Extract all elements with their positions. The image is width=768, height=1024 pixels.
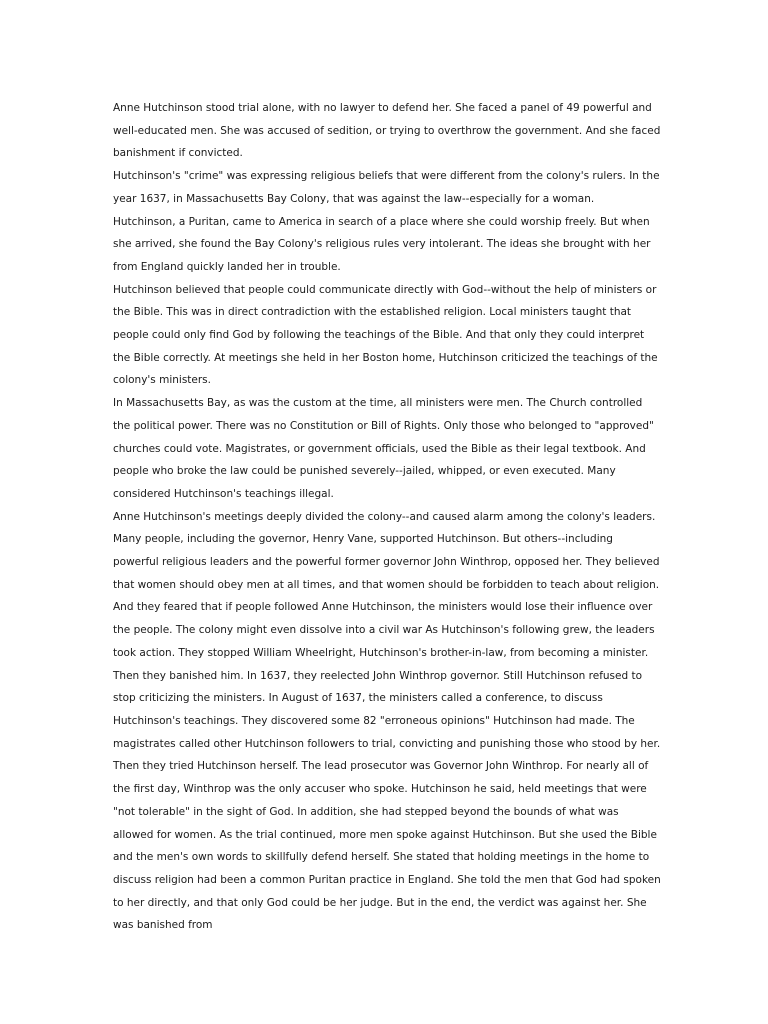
paragraph-puritan-arrival: Hutchinson, a Puritan, came to America in search of a place where she could worship freely. But when she arrived, she found the Bay Colony's religious rules very intolerant. The ideas she brought with her from England quickly landed her in trouble.	[113, 215, 651, 273]
paragraph-divided-colony: Anne Hutchinson's meetings deeply divided the colony--and caused alarm among the colony's leaders. Many people, including the governor, Henry Vane, supported Hutchinson. But others--including powerful religious leaders and the powerful former governor John Winthrop, opposed her. They believed that women should obey men at all times, and that women should be forbidden to teach about religion. And they feared that if people followed Anne Hutchinson, the ministers would lose their influence over the people. The colony might even dissolve into a civil war As Hutchinson's following grew, the leaders took action. They stopped William Wheelright, Hutchinson's brother-in-law, from becoming a minister. Then they banished him. In 1637, they reelected John Winthrop governor. Still Hutchinson refused to stop criticizing the ministers. In August of 1637, the ministers called a conference, to discuss Hutchinson's teachings. They discovered some 82 "erroneous opinions" Hutchinson had made. The magistrates called other Hutchinson followers to trial, convicting and punishing those who stood by her. Then they tried Hutchinson herself. The lead prosecutor was Governor John Winthrop. For nearly all of the first day, Winthrop was the only accuser who spoke. Hutchinson he said, held meetings that were "not tolerable" in the sight of God. In addition, she had stepped beyond the bounds of what was allowed for women. As the trial continued, more men spoke against Hutchinson. But she used the Bible and the men's own words to skillfully defend herself. She stated that holding meetings in the home to discuss religion had been a common Puritan practice in England. She told the men that God had spoken to her directly, and that only God could be her judge. But in the end, the verdict was against her. She was banished from	[113, 510, 661, 932]
paragraph-beliefs: Hutchinson believed that people could communicate directly with God--without the help of ministers or the Bible. This was in direct contradiction with the established religion. Local ministers taught that people could only find God by following the teachings of the Bible. And that only they could interpret the Bible correctly. At meetings she held in her Boston home, Hutchinson criticized the teachings of the colony's ministers.	[113, 283, 658, 387]
document-body	[113, 97, 661, 937]
paragraph-crime: Hutchinson's "crime" was expressing religious beliefs that were different from the colony's rulers. In the year 1637, in Massachusetts Bay Colony, that was against the law--especially for a woman.	[113, 170, 660, 205]
paragraph-massachusetts-bay: In Massachusetts Bay, as was the custom at the time, all ministers were men. The Church controlled the political power. There was no Constitution or Bill of Rights. Only those who belonged to "approved" churches could vote. Magistrates, or government officials, used the Bible as their legal textbook. And people who broke the law could be punished severely--jailed, whipped, or even executed. Many considered Hutchinson's teachings illegal.	[113, 397, 654, 500]
paragraph-trial-alone: Anne Hutchinson stood trial alone, with no lawyer to defend her. She faced a panel of 49 powerful and well-educated men. She was accused of sedition, or trying to overthrow the government. And she faced banishment if convicted.	[113, 102, 661, 160]
